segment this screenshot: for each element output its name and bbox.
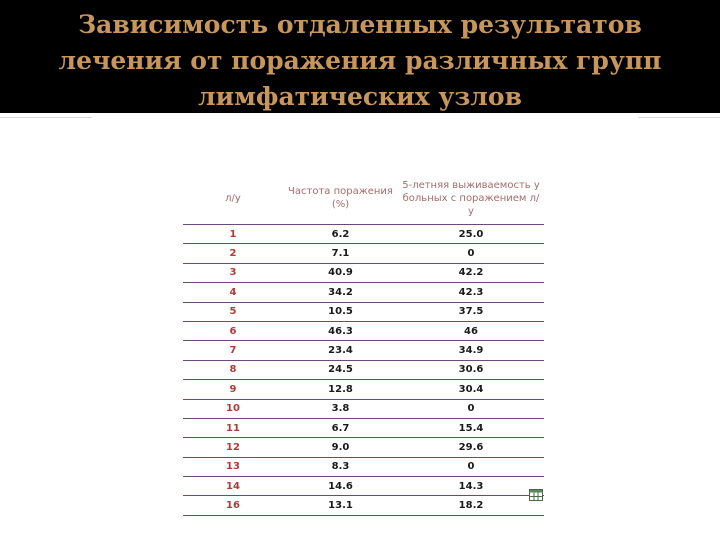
table-row [183, 244, 544, 263]
cell-node: 8 [183, 360, 283, 379]
cell-node: 13 [183, 457, 283, 476]
cell-node: 12 [183, 438, 283, 457]
cell-node: 1 [183, 225, 283, 244]
cell-frequency: 46.3 [283, 321, 398, 340]
table-row [183, 418, 544, 437]
cell-frequency: 9.0 [283, 438, 398, 457]
cell-frequency: 8.3 [283, 457, 398, 476]
table-row [183, 321, 544, 340]
cell-frequency: 6.2 [283, 225, 398, 244]
cell-survival: 0 [398, 457, 544, 476]
cell-survival: 37.5 [398, 302, 544, 321]
cell-frequency: 40.9 [283, 263, 398, 282]
cell-frequency: 14.6 [283, 477, 398, 496]
table-row [183, 263, 544, 282]
cell-frequency: 24.5 [283, 360, 398, 379]
table-icon[interactable] [529, 489, 543, 501]
cell-frequency: 6.7 [283, 418, 398, 437]
table-row [183, 380, 544, 399]
table-row [183, 496, 544, 515]
table-row [183, 225, 544, 244]
cell-frequency: 3.8 [283, 399, 398, 418]
cell-survival: 42.2 [398, 263, 544, 282]
table-header-row [183, 172, 544, 225]
divider-right [638, 117, 720, 118]
cell-frequency: 23.4 [283, 341, 398, 360]
table-row [183, 283, 544, 302]
table-row [183, 477, 544, 496]
cell-frequency: 7.1 [283, 244, 398, 263]
cell-survival: 15.4 [398, 418, 544, 437]
cell-node: 16 [183, 496, 283, 515]
cell-survival: 0 [398, 399, 544, 418]
cell-survival: 34.9 [398, 341, 544, 360]
cell-node: 4 [183, 283, 283, 302]
table-row [183, 438, 544, 457]
divider-left [0, 117, 92, 118]
cell-node: 7 [183, 341, 283, 360]
table-row [183, 341, 544, 360]
cell-node: 14 [183, 477, 283, 496]
cell-survival: 14.3 [398, 477, 544, 496]
table-row [183, 360, 544, 379]
cell-frequency: 13.1 [283, 496, 398, 515]
header-lymph-node: л/у [183, 172, 283, 225]
cell-node: 3 [183, 263, 283, 282]
cell-survival: 29.6 [398, 438, 544, 457]
cell-survival: 30.6 [398, 360, 544, 379]
table-row [183, 302, 544, 321]
cell-survival: 18.2 [398, 496, 544, 515]
cell-node: 9 [183, 380, 283, 399]
table-row [183, 457, 544, 476]
cell-survival: 46 [398, 321, 544, 340]
cell-survival: 25.0 [398, 225, 544, 244]
cell-frequency: 12.8 [283, 380, 398, 399]
cell-node: 11 [183, 418, 283, 437]
data-table [183, 172, 544, 516]
cell-survival: 30.4 [398, 380, 544, 399]
header-frequency: Частота поражения (%) [283, 172, 398, 225]
cell-node: 10 [183, 399, 283, 418]
cell-node: 5 [183, 302, 283, 321]
cell-survival: 0 [398, 244, 544, 263]
cell-node: 6 [183, 321, 283, 340]
header-survival: 5-летняя выживаемость у больных с поражением л/у [398, 172, 544, 225]
cell-frequency: 34.2 [283, 283, 398, 302]
cell-survival: 42.3 [398, 283, 544, 302]
table-row [183, 399, 544, 418]
cell-frequency: 10.5 [283, 302, 398, 321]
cell-node: 2 [183, 244, 283, 263]
slide-title: Зависимость отдаленных результатов лечения от поражения различных групп лимфатических узлов [58, 10, 662, 111]
